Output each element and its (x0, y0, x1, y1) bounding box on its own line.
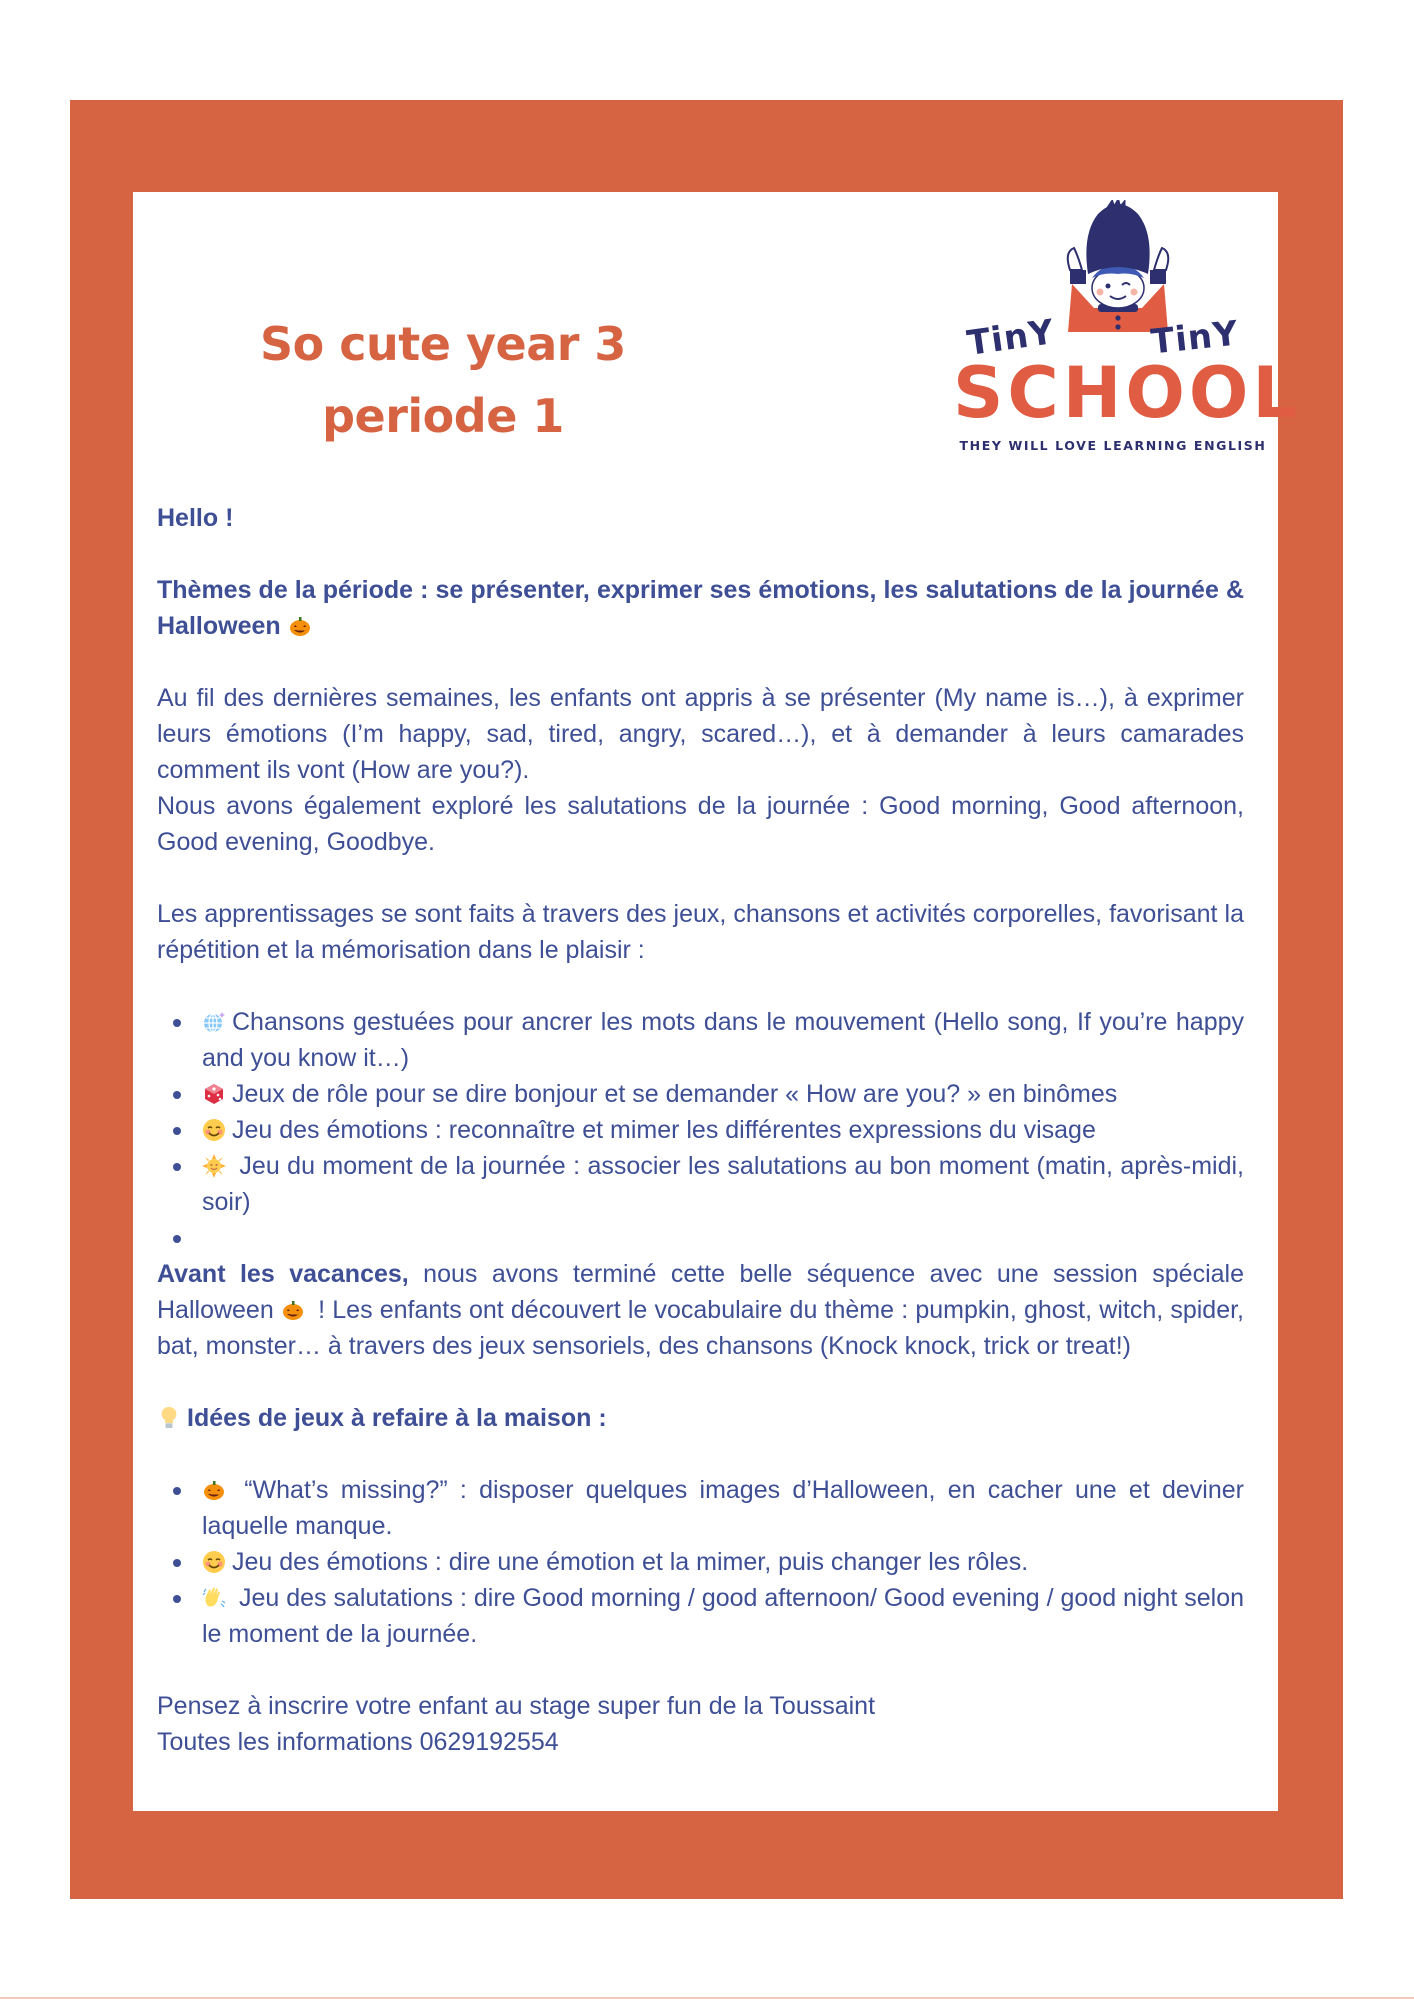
document-sheet (133, 192, 1301, 1811)
light-bulb-icon (157, 1406, 181, 1430)
ideas-heading: Idées de jeux à refaire à la maison : (157, 1400, 1244, 1436)
jack-o-lantern-icon (281, 1298, 305, 1322)
page-bottom-divider (0, 1997, 1414, 1999)
logo-tiny-right: TinY (1149, 313, 1241, 363)
activities-list (157, 1004, 1244, 1256)
newsletter-body (157, 500, 1244, 1760)
list-item: Jeu du moment de la journée : associer les salutations au bon moment (matin, après-midi, soir) (202, 1148, 1244, 1220)
list-item: “What’s missing?” : disposer quelques images d’Halloween, en cacher une et deviner laquelle manque. (202, 1472, 1244, 1544)
jack-o-lantern-icon (288, 614, 312, 638)
sun-with-face-icon (202, 1154, 226, 1178)
list-item-empty (202, 1220, 1244, 1256)
greeting: Hello ! (157, 504, 234, 532)
page-frame (70, 100, 1343, 1899)
smiling-face-icon (202, 1118, 226, 1142)
logo-school: SCHOOL (953, 352, 1301, 434)
page-title (173, 308, 713, 452)
list-item: Jeu des émotions : dire une émotion et la mimer, puis changer les rôles. (202, 1544, 1244, 1580)
waving-hand-icon (202, 1586, 226, 1610)
dice-icon (202, 1082, 226, 1106)
themes-paragraph (157, 572, 1244, 644)
reminder-text: Pensez à inscrire votre enfant au stage super fun de la Toussaint (157, 1692, 876, 1720)
globe-icon (202, 1010, 226, 1034)
smiling-face-icon (202, 1550, 226, 1574)
title-line-1: So cute year 3 (260, 317, 626, 371)
list-item: Jeux de rôle pour se dire bonjour et se demander « How are you? » en binômes (202, 1076, 1244, 1112)
holiday-lead: Avant les vacances, (157, 1260, 409, 1288)
list-item: Chansons gestuées pour ancrer les mots dans le mouvement (Hello song, If you’re happy and you know it…) (202, 1004, 1244, 1076)
logo-tagline: THEY WILL LOVE LEARNING ENGLISH (959, 438, 1267, 453)
greetings-paragraph: Nous avons également exploré les salutations de la journée : Good morning, Good afternoon, Good evening, Goodbye. (157, 792, 1244, 856)
tiny-tiny-school-logo (953, 200, 1301, 462)
themes-text: Thèmes de la période : se présenter, exprimer ses émotions, les salutations de la journée & Halloween (157, 576, 1244, 640)
list-item: Jeu des salutations : dire Good morning / good afternoon/ Good evening / good night selon le moment de la journée. (202, 1580, 1244, 1652)
contact-text: Toutes les informations 0629192554 (157, 1728, 559, 1756)
list-item: Jeu des émotions : reconnaître et mimer les différentes expressions du visage (202, 1112, 1244, 1148)
logo-tiny-left: TinY (964, 312, 1058, 364)
learning-intro: Les apprentissages se sont faits à travers des jeux, chansons et activités corporelles, favorisant la répétition et la mémorisation dans le plaisir : (157, 900, 1244, 964)
jack-o-lantern-icon (202, 1478, 226, 1502)
title-line-2: periode 1 (322, 389, 564, 443)
ideas-list (157, 1472, 1244, 1652)
intro-paragraph: Au fil des dernières semaines, les enfants ont appris à se présenter (My name is…), à exprimer leurs émotions (I’m happy, sad, tired, angry, scared…), et à demander à leurs camarades comment ils vont (How are you?). (157, 684, 1244, 784)
holiday-paragraph: Avant les vacances, nous avons terminé cette belle séquence avec une session spéciale Halloween ! Les enfants ont découvert le vocabulaire du thème : pumpkin, ghost, witch, spider, bat, monster… à travers des jeux sensoriels, des chansons (Knock knock, trick or treat!) (157, 1260, 1245, 1360)
